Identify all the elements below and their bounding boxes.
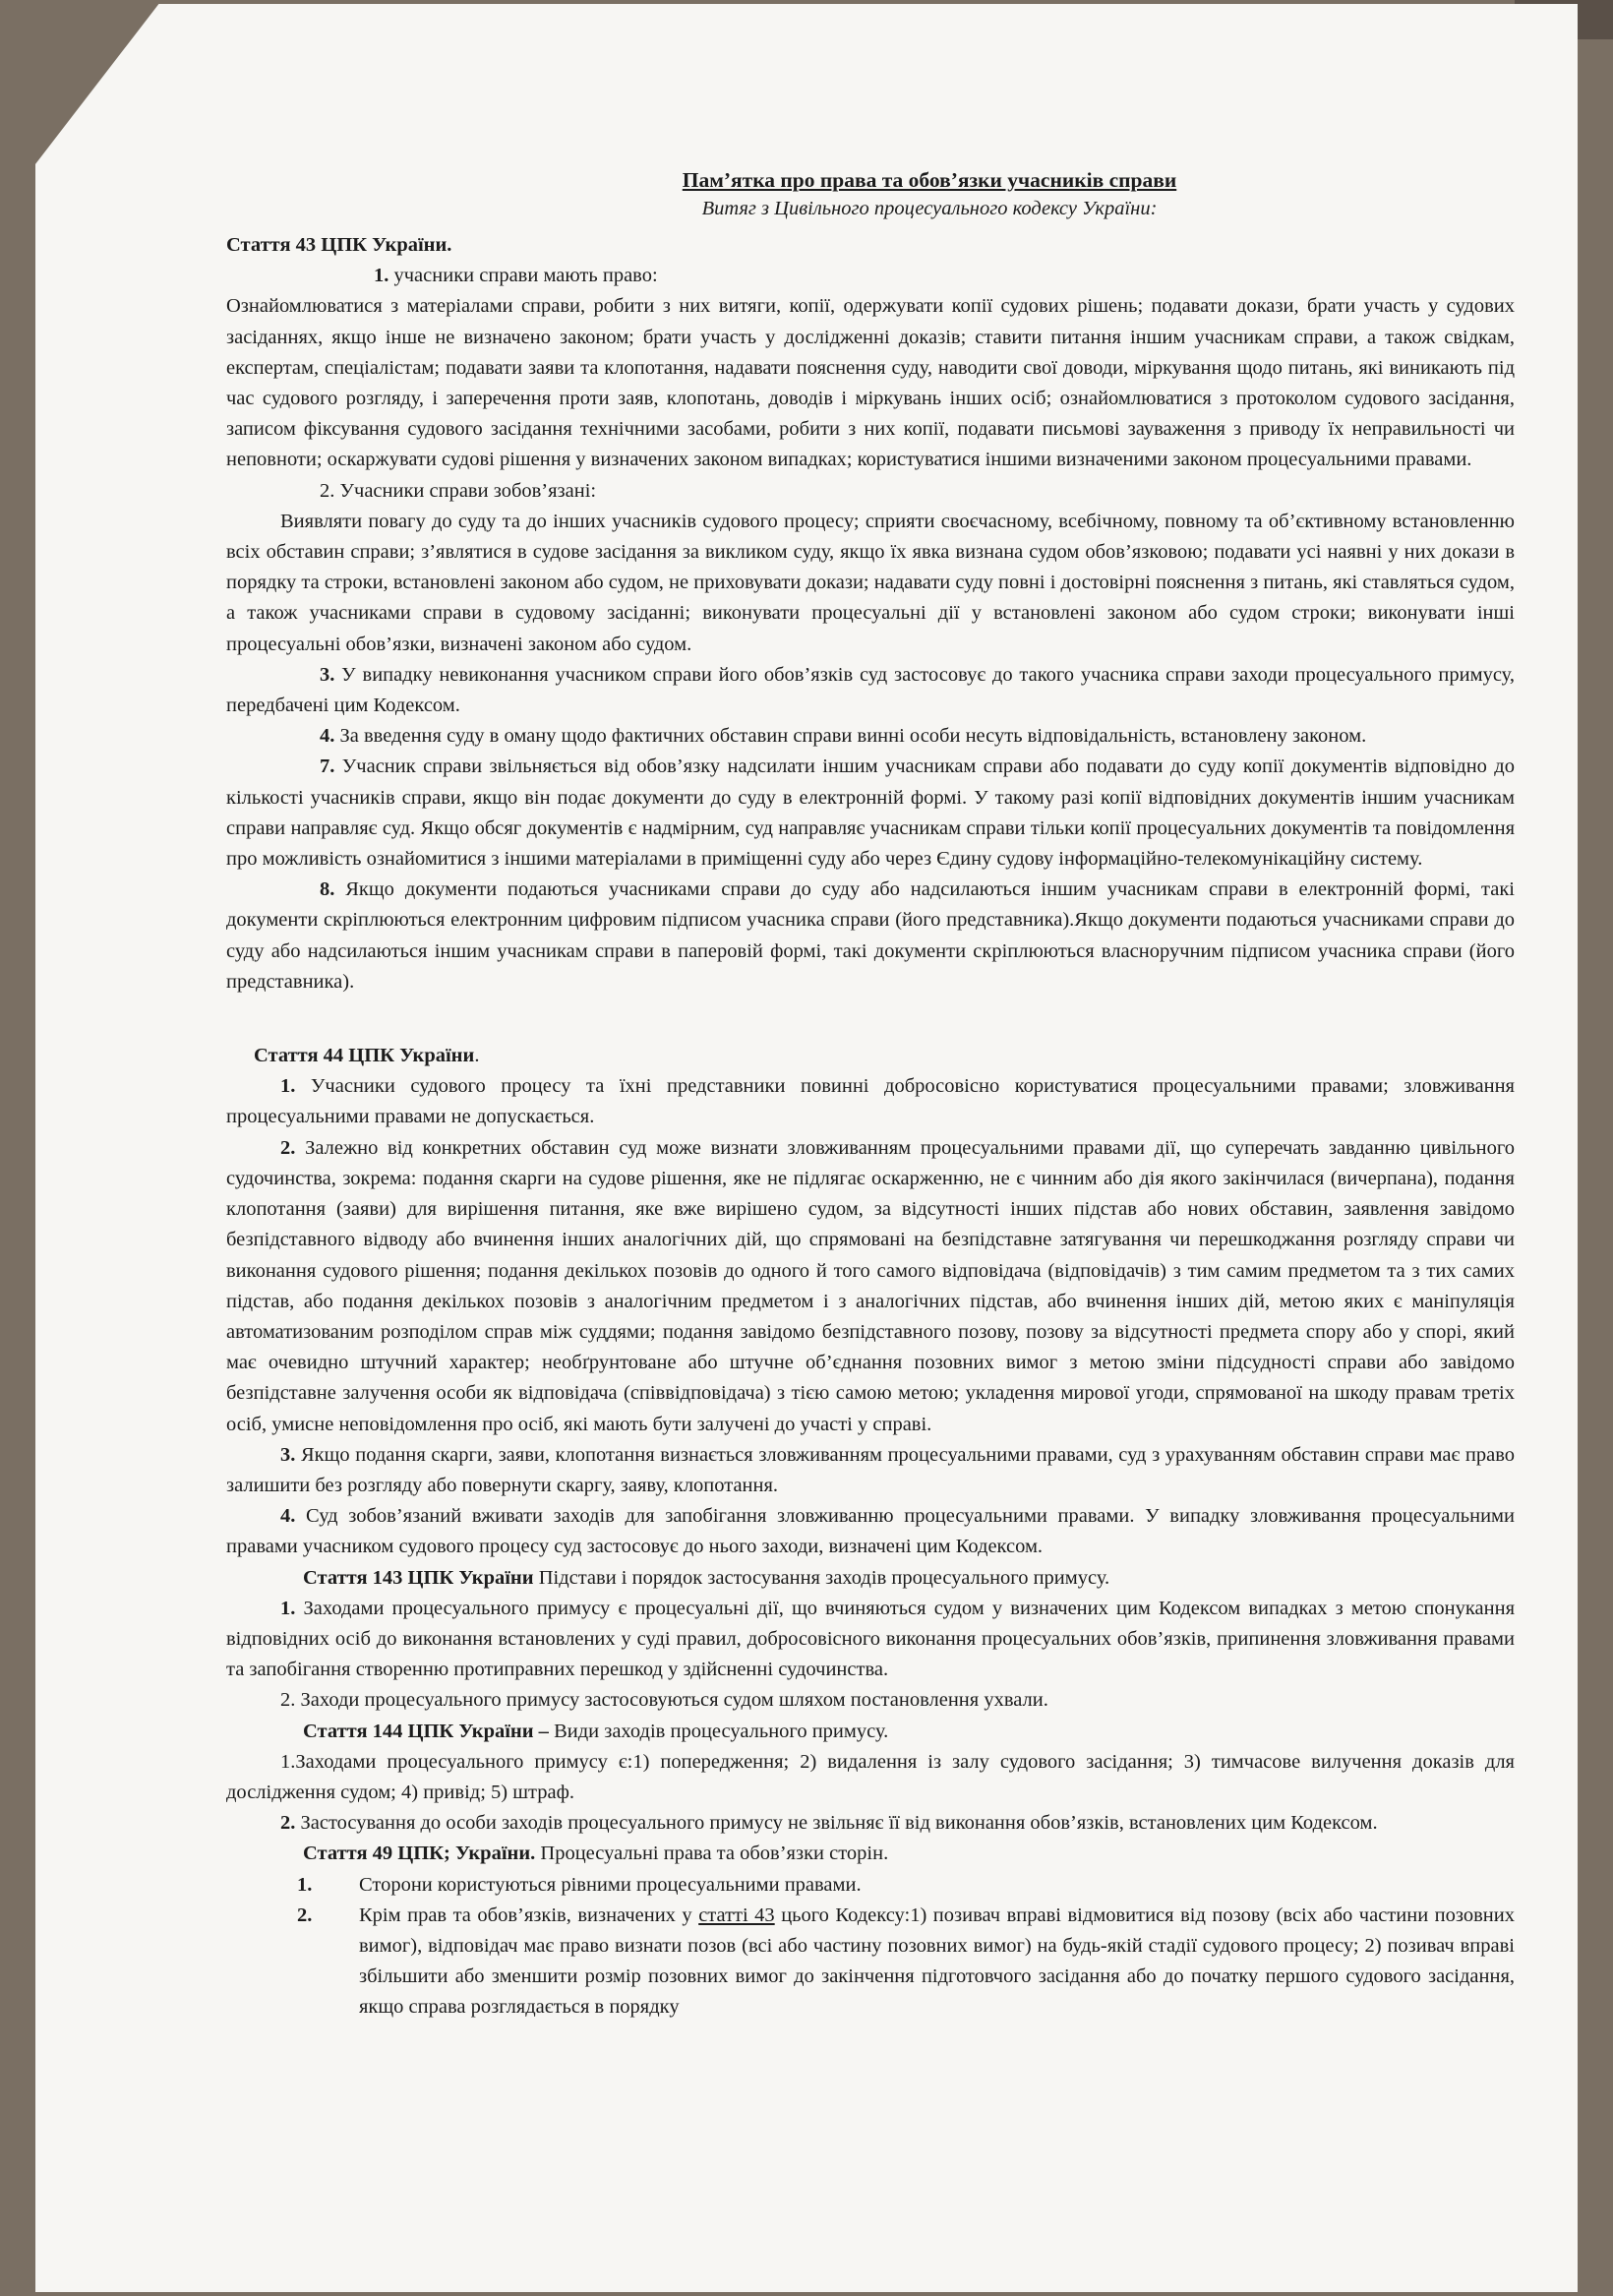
article-44-heading [226,1041,1515,1071]
article-49-item-1-text: Сторони користуються рівними процесуальними правами. [359,1873,862,1896]
article-44-heading-text: Стаття 44 ЦПК України [254,1045,475,1067]
article-49-heading-tail: Процесуальні права та обов’язки сторін. [535,1843,889,1865]
article-44-p1-text: Учасники судового процесу та їхні представники повинні добросовісно користуватися процесуальними правами; зловживання процесуальними правами не допускається. [226,1075,1515,1128]
article-43-link[interactable]: статті 43 [698,1903,775,1926]
article-43-p8 [226,875,1515,997]
article-143-p1-text: Заходами процесуального примусу є процесуальні дії, що вчиняються судом у визначених цим Кодексом випадках з метою спонукання відповідних осіб до виконання встановлених у суді правил, добросовісного виконання процесуальних обов’язків, припинення зловживання правами та запобігання створенню протиправних перешкод у здійсненні судочинства. [226,1597,1515,1681]
article-44-p1 [226,1071,1515,1132]
article-144-p2 [226,1808,1515,1839]
article-43-p7-text: Учасник справи звільняється від обов’язку надсилати іншим учасникам справи або подавати до суду копії документів відповідно до кількості учасників справи, якщо він подає документи до суду в електронній формі. У такому разі копії відповідних документів іншим учасникам справи направляє суд. Якщо обсяг документів є надмірним, суд направляє учасникам справи тільки копії процесуальних документів та повідомлення про можливість ознайомитися з іншими матеріалами в приміщенні суду або через Єдину судову інформаційно-телекомунікаційну систему. [226,755,1515,871]
article-49-item-2-text [359,1901,1515,2024]
article-43-p4 [226,721,1515,752]
article-43-p3-num: 3. [320,663,335,686]
article-44-p1-num: 1. [280,1075,296,1098]
article-49-heading [226,1839,1515,1869]
article-49-heading-text: Стаття 49 ЦПК; України. [303,1843,536,1865]
article-143-p2: 2. Заходи процесуального примусу застосовуються судом шляхом постановлення ухвали. [280,1689,1048,1712]
article-44-p3-num: 3. [280,1443,296,1466]
article-44-heading-tail: . [474,1045,480,1067]
article-144-p1: 1.Заходами процесуального примусу є:1) попередження; 2) видалення із залу судового засідання; 3) тимчасове вилучення доказів для дослідження судом; 4) привід; 5) штраф. [226,1750,1515,1803]
article-44-p2-text: Залежно від конкретних обставин суд може визнати зловживанням процесуальними правами дії, що суперечать завданню цивільного судочинства, зокрема: подання скарги на судове рішення, яке не підлягає оскарженню, не є чинним або дія якого закінчилася (вичерпана), подання клопотання (заяви) для вирішення питання, яке вже вирішено судом, за відсутності інших підстав або нових обставин, заявлення завідомо безпідставного відводу або вчинення інших аналогічних дій, що спрямовані на безпідставне затягування чи перешкоджання розгляду справи чи виконання судового рішення; подання декількох позовів до одного й того самого відповідача (відповідачів) з тим самим предметом та з тих самих підстав, або подання декількох позовів з аналогічним предметом і з аналогічних підстав, або вчинення інших дій, метою яких є маніпуляція автоматизованим розподілом справ між суддями; подання завідомо безпідставного позову, позову за відсутності предмета спору або у спорі, який має очевидно штучний характер; необґрунтоване або штучне об’єднання позовних вимог з метою зміни підсудності справи або завідомо безпідставне залучення особи як відповідача (співвідповідача) з тією самою метою; укладення мирової угоди, спрямованої на шкоду правам третіх осіб, умисне неповідомлення про осіб, які мають бути залучені до участі у справі. [226,1136,1515,1435]
article-49-item-2-text-a: Крім прав та обов’язків, визначених у [359,1903,699,1926]
article-49-item-2 [226,1901,1515,2024]
article-43-p1-text: Ознайомлюватися з матеріалами справи, робити з них витяги, копії, одержувати копії судових рішень; подавати докази, брати участь у судових засіданнях, якщо інше не визначено законом; брати участь у дослідженні доказів; ставити питання іншим учасникам справи, а також свідкам, експертам, спеціалістам; подавати заяви та клопотання, надавати пояснення суду, наводити свої доводи, міркування щодо питань, які виникають під час судового розгляду, і заперечення проти заяв, клопотань, доводів і міркувань інших осіб; ознайомлюватися з протоколом судового засідання, записом фіксування судового засідання технічними засобами, робити з них копії, подавати письмові зауваження з приводу їх неправильності чи неповноти; оскаржувати судові рішення у визначених законом випадках; користуватися іншими визначеними законом процесуальними правами. [226,295,1515,471]
article-43-p4-num: 4. [320,725,335,748]
document-content [226,165,1515,2024]
article-49-item-2-num: 2. [297,1903,313,1926]
article-44-p2-num: 2. [280,1136,296,1159]
article-43-p2-lead: 2. Учасники справи зобов’язані: [320,479,597,502]
article-43-p8-text: Якщо документи подаються учасниками справи до суду або надсилаються іншим учасникам справи в електронній формі, такі документи скріплюються електронним цифровим підписом учасника справи (його представника).Якщо документи подаються учасниками справи до суду або надсилаються іншим учасникам справи в паперовій формі, такі документи скріплюються власноручним підписом учасника справи (його представника). [226,878,1515,993]
article-143-p1 [226,1594,1515,1686]
article-144-p2-num: 2. [280,1812,296,1835]
article-43-p8-num: 8. [320,878,335,901]
article-143-heading-text: Стаття 143 ЦПК України [303,1566,534,1589]
article-43-heading: Стаття 43 ЦПК України. [226,234,452,256]
article-143-heading [226,1563,1515,1594]
article-43-p1-num: 1. [374,265,389,287]
article-43-p1-lead [226,261,1515,291]
article-144-heading-text: Стаття 144 ЦПК України – [303,1720,549,1742]
article-43-p3 [226,660,1515,721]
article-43-p3-text: У випадку невиконання учасником справи його обов’язків суд застосовує до такого учасника справи заходи процесуального примусу, передбачені цим Кодексом. [226,663,1515,717]
article-49-item-1 [226,1870,1515,1901]
article-44-p4 [226,1501,1515,1562]
article-49-item-1-num: 1. [297,1873,313,1896]
article-144-heading [226,1717,1515,1747]
article-43-p4-text: За введення суду в оману щодо фактичних обставин справи винні особи несуть відповідальність, встановлену законом. [334,725,1367,748]
article-43-p1-lead-text: учасники справи мають право: [388,265,658,287]
article-143-p1-num: 1. [280,1597,296,1619]
article-44-p4-text: Суд зобов’язаний вживати заходів для запобігання зловживанню процесуальними правами. У випадку зловживання процесуальними правами учасником судового процесу суд застосовує до нього заходи, визначені цим Кодексом. [226,1505,1515,1558]
page-subtitle: Витяг з Цивільного процесуального кодексу України: [701,198,1158,219]
page-title: Пам’ятка про права та обов’язки учасників справи [682,168,1177,192]
article-144-heading-tail: Види заходів процесуального примусу. [548,1720,889,1742]
article-44-p3 [226,1440,1515,1501]
article-44-p3-text: Якщо подання скарги, заяви, клопотання визнається зловживанням процесуальними правами, суд з урахуванням обставин справи має право залишити без розгляду або повернути скаргу, заяву, клопотання. [226,1443,1515,1496]
article-44-p4-num: 4. [280,1505,296,1528]
article-44-p2 [226,1133,1515,1440]
article-43-p2-text: Виявляти повагу до суду та до інших учасників судового процесу; сприяти своєчасному, всебічному, повному та об’єктивному встановленню всіх обставин справи; з’являтися в судове засідання за викликом суду, якщо їх явка визнана судом обов’язковою; подавати усі наявні у них докази в порядку та строки, встановлені законом або судом, не приховувати докази; надавати суду повні і достовірні пояснення з питань, які ставляться судом, а також учасниками справи в судовому засіданні; виконувати процесуальні дії у встановлені законом або судом строки; виконувати інші процесуальні обов’язки, визначені законом або судом. [226,510,1515,655]
article-49-item-2-text-b: цього Кодексу:1) позивач вправі відмовитися від позову (всіх або частини позовних вимог), відповідач має право визнати позов (всі або частину позовних вимог) на будь-якій стадії судового процесу; 2) позивач вправі збільшити або зменшити розмір позовних вимог до закінчення підготовчого засідання або до початку першого судового засідання, якщо справа розглядається в порядку [359,1903,1515,2019]
article-144-p2-text: Застосування до особи заходів процесуального примусу не звільняє її від виконання обов’язків, встановлених цим Кодексом. [295,1812,1378,1835]
article-43-p7 [226,752,1515,875]
article-43-p7-num: 7. [320,755,335,778]
article-143-heading-tail: Підстави і порядок застосування заходів процесуального примусу. [533,1566,1110,1589]
